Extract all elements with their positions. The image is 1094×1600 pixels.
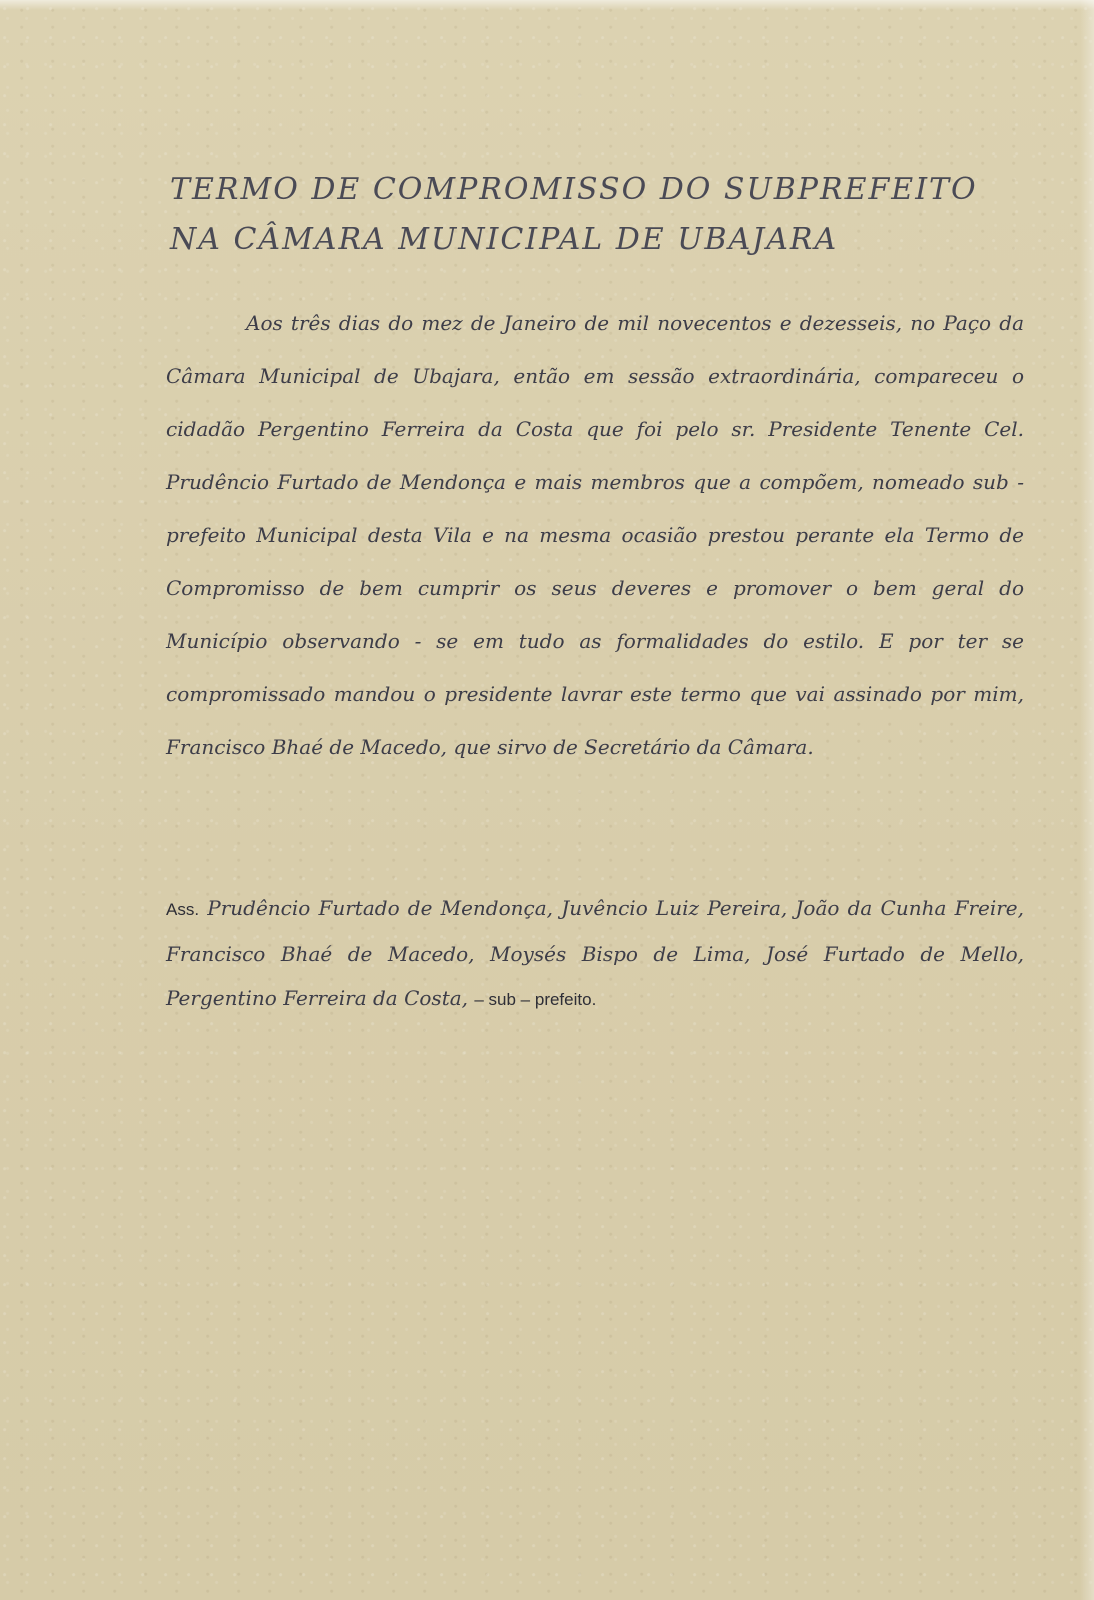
document-title (170, 165, 1030, 265)
document-body: Aos três dias do mez de Janeiro de mil novecentos e dezesseis, no Paço da Câmara Municipal de Ubajara, então em sessão extraordinária, compareceu o cidadão Pergentino Ferreira da Costa que foi pelo sr. Presidente Tenente Cel. Prudêncio Furtado de Mendonça e mais membros que a compõem, nomeado sub - prefeito Municipal desta Vila e na mesma ocasião prestou perante ela Termo de Compromisso de bem cumprir os seus deveres e promover o bem geral do Município observando - se em tudo as formalidades do estilo. E por ter se compromissado mandou o presidente lavrar este termo que vai assinado por mim, Francisco Bhaé de Macedo, que sirvo de Secretário da Câmara. (166, 311, 1024, 759)
title-line-2: NA CÂMARA MUNICIPAL DE UBAJARA (170, 222, 839, 257)
signatures-names: Prudêncio Furtado de Mendonça, Juvêncio Luiz Pereira, João da Cunha Freire, Francisco Bhaé de Macedo, Moysés Bispo de Lima, José Furtado de Mello, Pergentino Ferreira da Costa, (166, 896, 1025, 1010)
page-edge-top (0, 0, 1094, 10)
title-line-1: TERMO DE COMPROMISSO DO SUBPREFEITO (170, 172, 978, 207)
signatures-prefix: Ass. (166, 900, 200, 919)
page-edge-right (1080, 0, 1094, 1600)
signatures-suffix: – sub – prefeito. (474, 990, 597, 1009)
signatures-block (166, 886, 1024, 1022)
